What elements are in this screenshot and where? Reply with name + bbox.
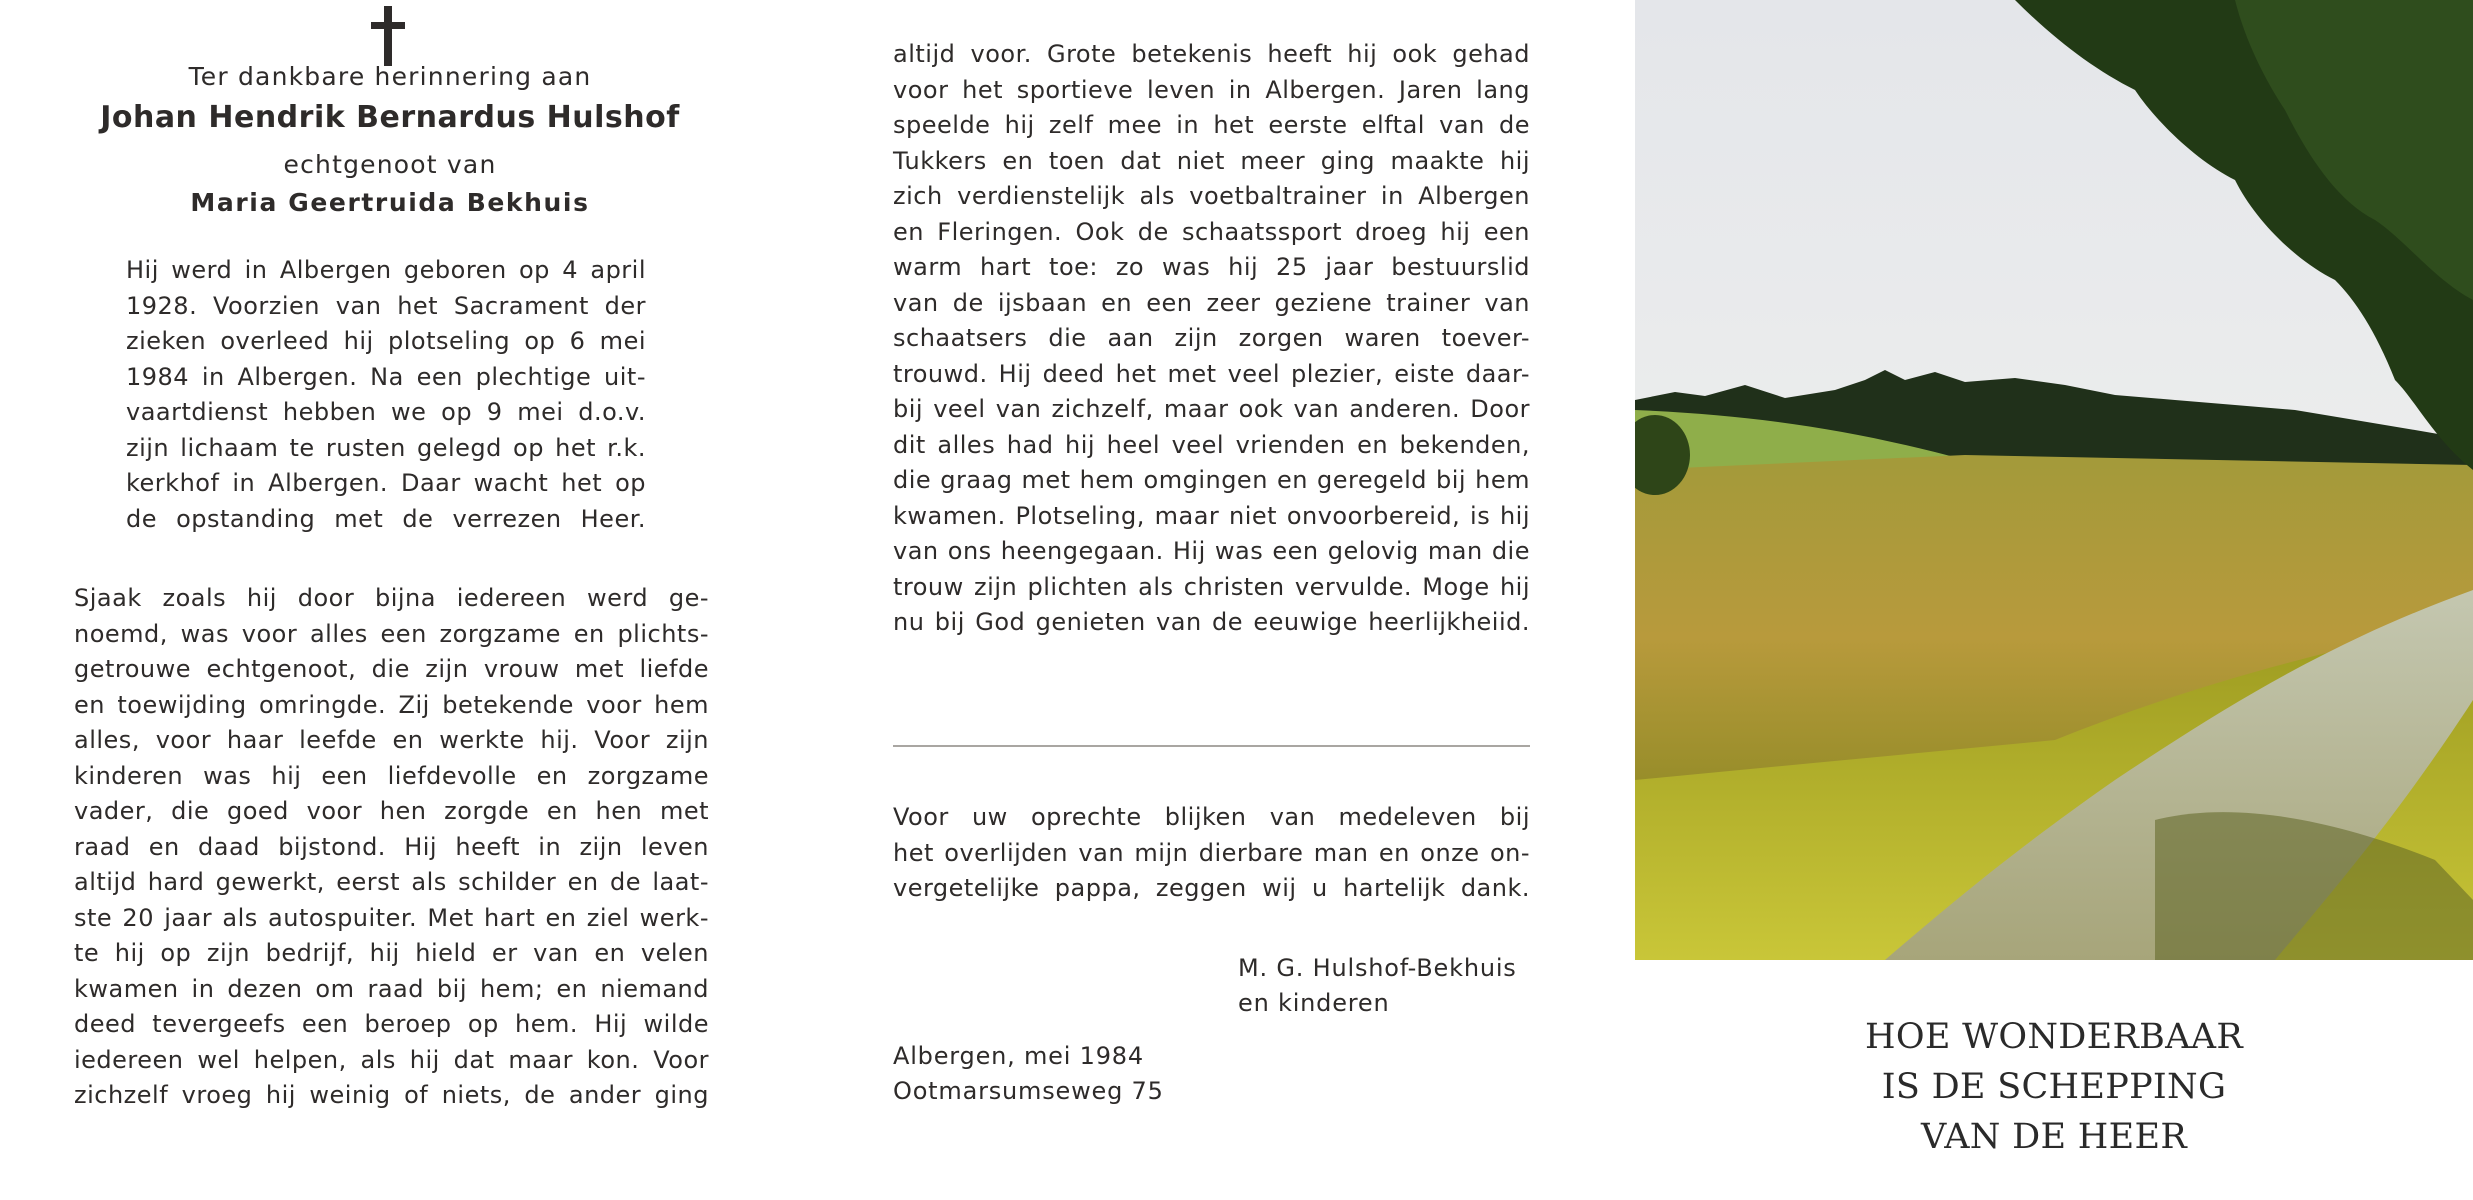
text-line: vader, die goed voor hen zorgde en hen met (74, 797, 709, 825)
thanks-paragraph (893, 800, 1530, 907)
place-date: Albergen, mei 1984 (893, 1042, 1144, 1070)
quote-line: VAN DE HEER (1921, 1117, 2187, 1157)
quote-line: HOE WONDERBAAR (1865, 1017, 2243, 1057)
text-line: kerkhof in Albergen. Daar wacht het op (126, 469, 646, 497)
spouse-name: Maria Geertruida Bekhuis (190, 188, 590, 217)
text-line: iedereen wel helpen, als hij dat maar kon. Voor (74, 1045, 709, 1074)
text-line: die graag met hem omgingen en geregeld bij hem (893, 466, 1530, 494)
scripture-quote (1635, 1012, 2473, 1162)
text-line: vergetelijke pappa, zeggen wij u hartelijk dank. (893, 874, 1530, 902)
text-line: voor het sportieve leven in Albergen. Jaren lang (893, 75, 1530, 104)
text-line: schaatsers die aan zijn zorgen waren toever- (893, 324, 1530, 352)
text-line: alles, voor haar leefde en werkte hij. Voor zijn (74, 726, 709, 754)
text-line: kwamen in dezen om raad bij hem; en niemand (74, 974, 709, 1003)
memoir-paragraph (74, 581, 709, 1114)
biography-paragraph (126, 253, 646, 537)
text-line: trouw zijn plichten als christen vervulde. Moge hij (893, 572, 1530, 601)
text-line: vaartdienst hebben we op 9 mei d.o.v. (126, 398, 646, 426)
text-line: van de ijsbaan en een zeer geziene trainer van (893, 288, 1530, 317)
signature-family: en kinderen (1238, 989, 1390, 1017)
text-line: 1984 in Albergen. Na een plechtige uit- (126, 362, 646, 391)
text-line: nu bij God genieten van de eeuwige heerlijkheiid. (893, 608, 1530, 636)
signature-name: M. G. Hulshof-Bekhuis (1238, 954, 1517, 982)
signature-block (1238, 951, 1517, 1021)
text-line: en toewijding omringde. Zij betekende voor hem (74, 690, 709, 719)
text-line: zijn lichaam te rusten gelegd op het r.k. (126, 433, 646, 462)
cross-icon (365, 6, 411, 66)
text-line: kwamen. Plotseling, maar niet onvoorbereid, is hij (893, 501, 1530, 530)
spouse-label: echtgenoot van (283, 150, 497, 179)
text-line: altijd hard gewerkt, eerst als schilder en de laat- (74, 868, 709, 896)
text-line: Voor uw oprechte blijken van medeleven bij (893, 803, 1530, 831)
text-line: dit alles had hij heel veel vrienden en bekenden, (893, 430, 1530, 459)
text-line: altijd voor. Grote betekenis heeft hij ook gehad (893, 40, 1530, 68)
text-line: raad en daad bijstond. Hij heeft in zijn leven (74, 832, 709, 861)
text-line: zichzelf vroeg hij weinig of niets, de ander ging (74, 1081, 709, 1109)
text-line: zich verdienstelijk als voetbaltrainer in Albergen (893, 182, 1530, 210)
text-line: de opstanding met de verrezen Heer. (126, 504, 646, 533)
right-panel (1635, 0, 2473, 1200)
text-line: ste 20 jaar als autospuiter. Met hart en ziel werk- (74, 903, 709, 932)
landscape-photo (1635, 0, 2473, 960)
text-line: getrouwe echtgenoot, die zijn vrouw met liefde (74, 655, 709, 683)
intro-line: Ter dankbare herinnering aan (188, 62, 592, 91)
text-line: speelde hij zelf mee in het eerste elftal van de (893, 111, 1530, 139)
text-line: Hij werd in Albergen geboren op 4 april (126, 256, 646, 284)
quote-line: IS DE SCHEPPING (1881, 1067, 2227, 1107)
text-line: en Fleringen. Ook de schaatssport droeg hij een (893, 217, 1530, 246)
memoir-continued-paragraph (893, 37, 1530, 641)
text-line: zieken overleed hij plotseling op 6 mei (126, 327, 646, 355)
text-line: warm hart toe: zo was hij 25 jaar bestuurslid (893, 253, 1530, 281)
text-line: Tukkers en toen dat niet meer ging maakte hij (893, 146, 1530, 175)
text-line: kinderen was hij een liefdevolle en zorgzame (74, 761, 709, 790)
text-line: het overlijden van mijn dierbare man en onze on- (893, 838, 1530, 867)
address-block (893, 1039, 1164, 1109)
left-panel (0, 0, 800, 1200)
text-line: Sjaak zoals hij door bijna iedereen werd ge- (74, 584, 709, 612)
text-line: bij veel van zichzelf, maar ook van anderen. Door (893, 395, 1530, 423)
text-line: trouwd. Hij deed het met veel plezier, eiste daar- (893, 359, 1530, 388)
text-line: van ons heengegaan. Hij was een gelovig man die (893, 537, 1530, 565)
text-line: 1928. Voorzien van het Sacrament der (126, 291, 646, 320)
deceased-name: Johan Hendrik Bernardus Hulshof (100, 100, 680, 135)
text-line: te hij op zijn bedrijf, hij hield er van en velen (74, 939, 709, 967)
middle-panel (800, 0, 1635, 1200)
divider (893, 745, 1530, 747)
street-address: Ootmarsumseweg 75 (893, 1077, 1164, 1105)
text-line: deed tevergeefs een beroep op hem. Hij wilde (74, 1010, 709, 1038)
text-line: noemd, was voor alles een zorgzame en plichts- (74, 619, 709, 648)
